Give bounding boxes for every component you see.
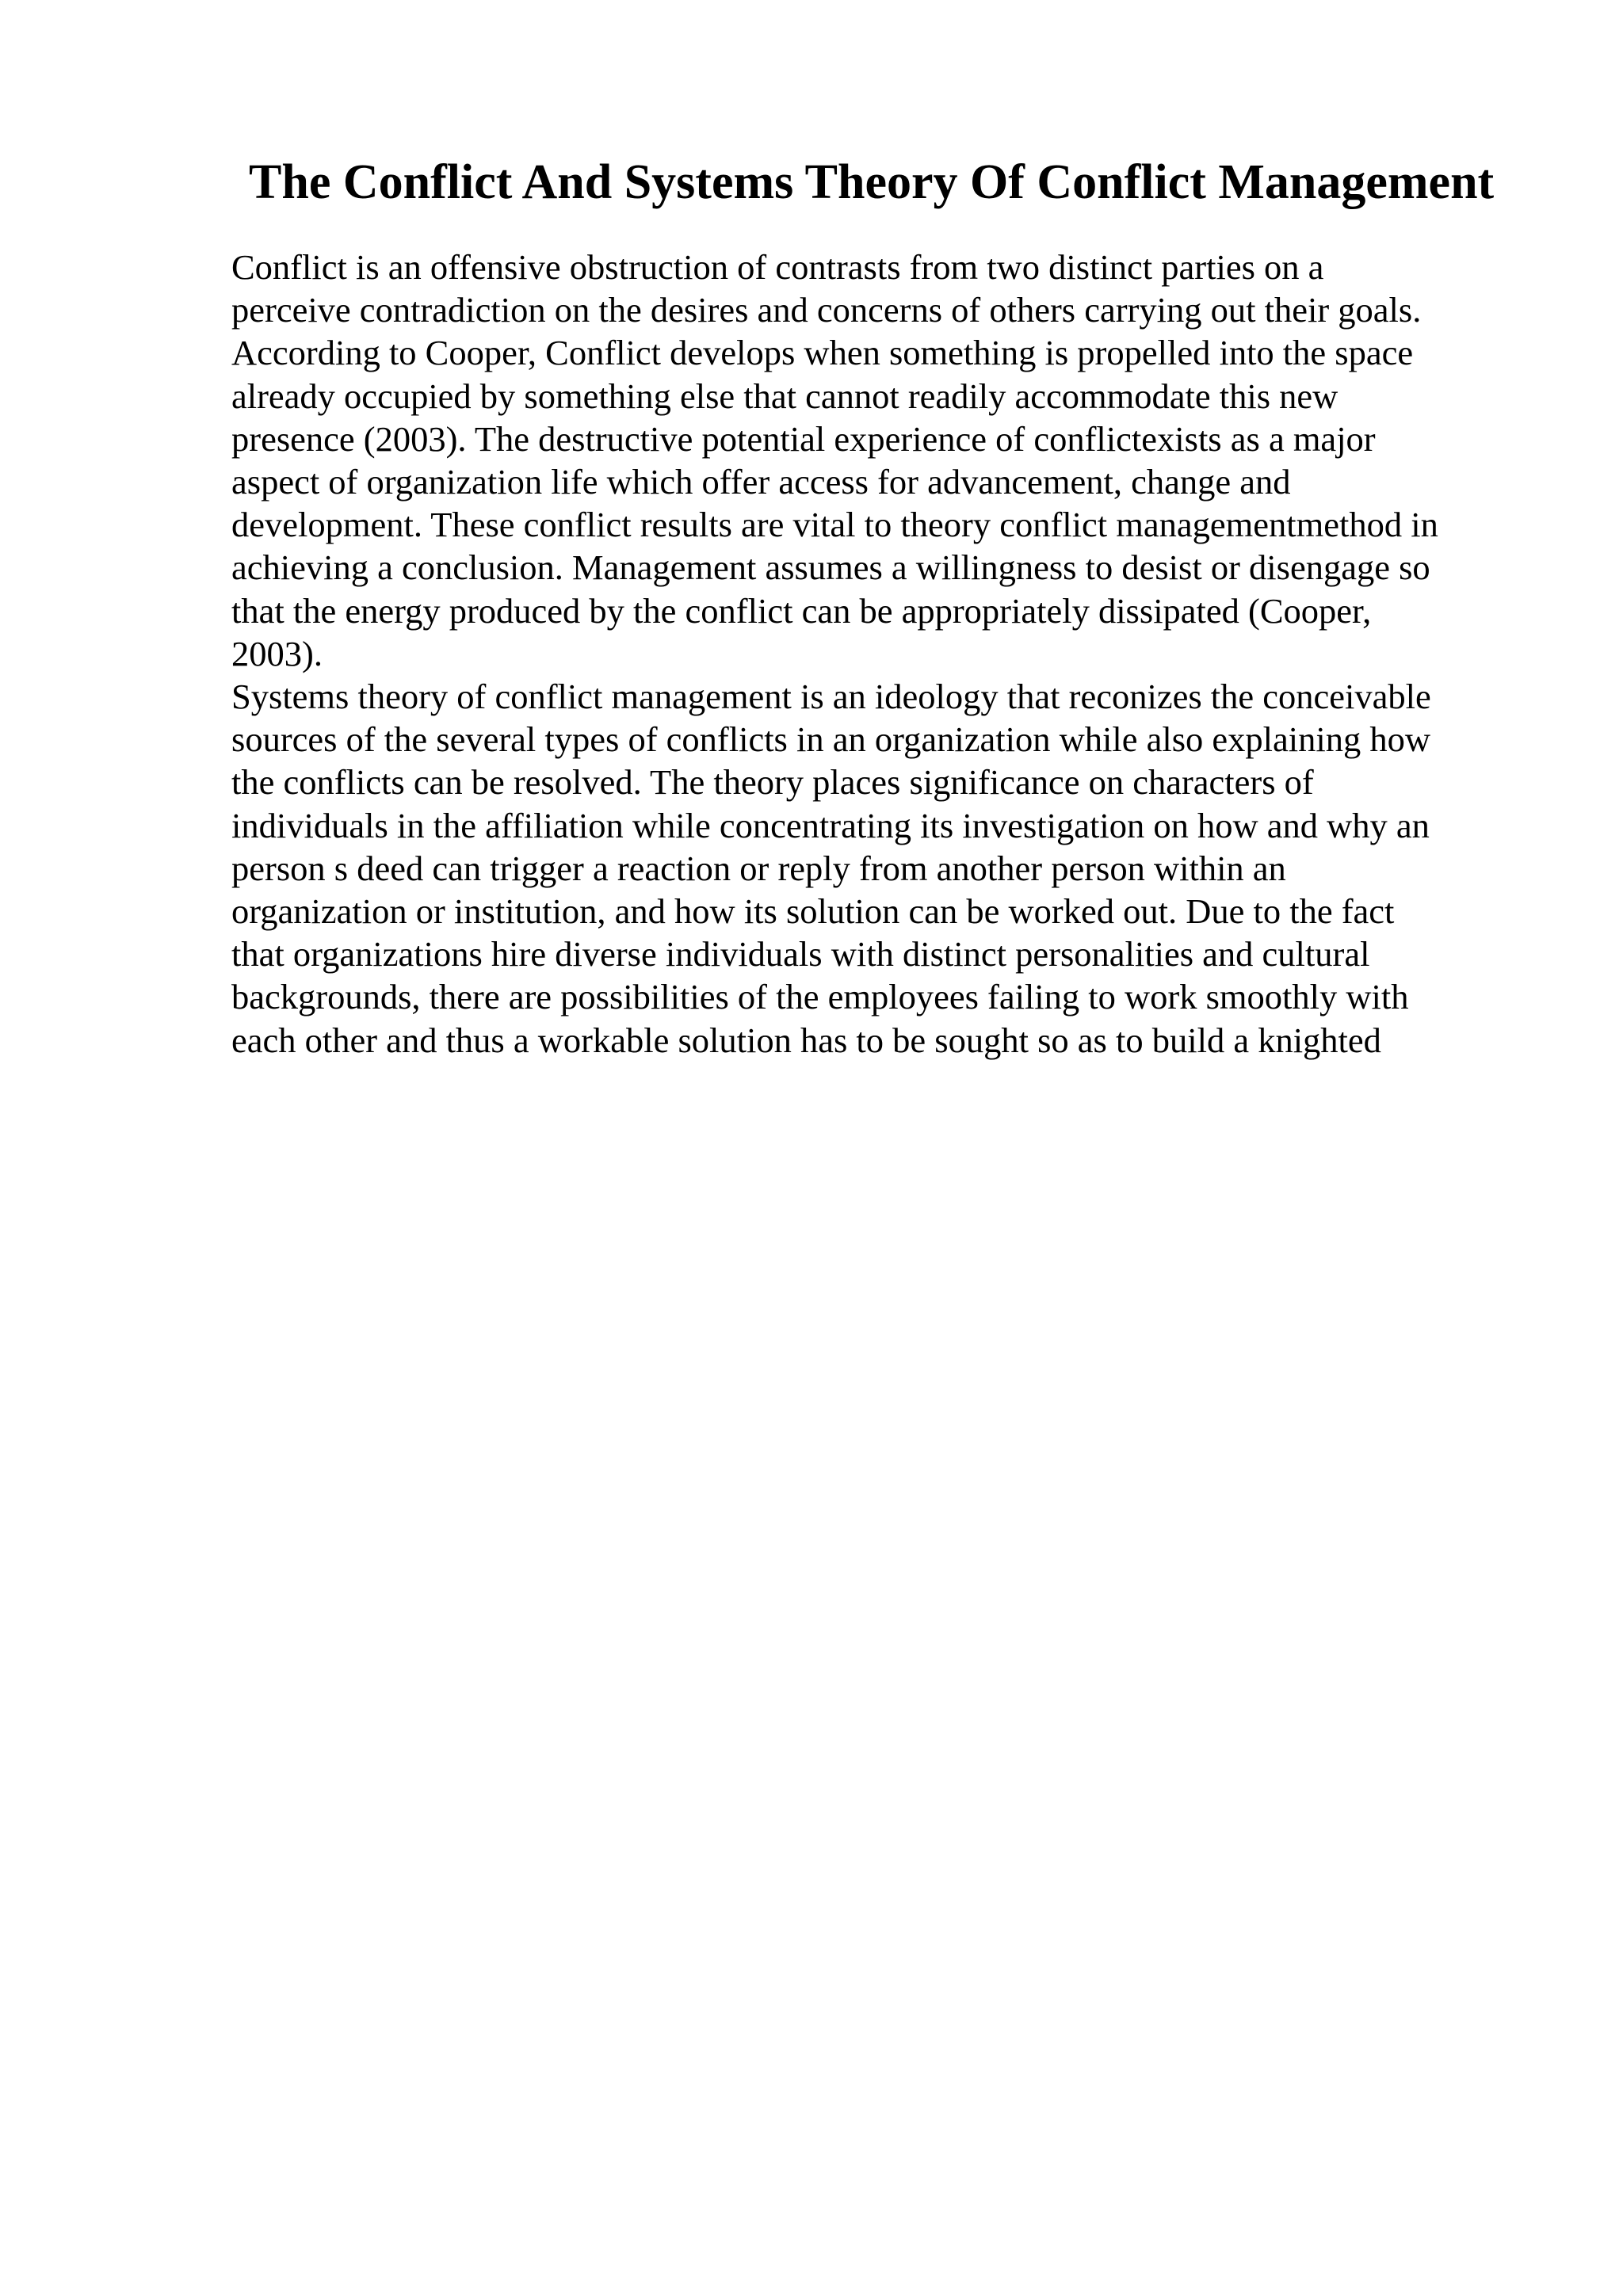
body-line: that the energy produced by the conflict can be appropriately dissipated (Cooper,: [231, 590, 1372, 631]
body-line: each other and thus a workable solution has to be sought so as to build a knighted: [231, 1020, 1381, 1060]
body-line: presence (2003). The destructive potential experience of conflictexists as a major: [231, 418, 1376, 459]
document-body: [231, 246, 1515, 1062]
body-line: the conflicts can be resolved. The theory places significance on characters of: [231, 762, 1314, 803]
body-line: achieving a conclusion. Management assumes a willingness to desist or disengage so: [231, 547, 1430, 588]
body-line: Systems theory of conflict management is an ideology that reconizes the conceivable: [231, 677, 1431, 717]
body-line: sources of the several types of conflicts in an organization while also explaining how: [231, 719, 1430, 760]
document-title: The Conflict And Systems Theory Of Conflict Management: [249, 155, 1495, 209]
body-line: development. These conflict results are vital to theory conflict managementmethod in: [231, 505, 1438, 545]
body-line: perceive contradiction on the desires and concerns of others carrying out their goals.: [231, 290, 1422, 330]
body-line: According to Cooper, Conflict develops when something is propelled into the space: [231, 333, 1414, 373]
body-line: already occupied by something else that cannot readily accommodate this new: [231, 376, 1338, 416]
body-line: backgrounds, there are possibilities of the employees failing to work smoothly with: [231, 977, 1409, 1017]
body-line: person s deed can trigger a reaction or reply from another person within an: [231, 848, 1286, 888]
body-line: that organizations hire diverse individuals with distinct personalities and cultural: [231, 934, 1370, 974]
body-line: Conflict is an offensive obstruction of contrasts from two distinct parties on a: [231, 247, 1324, 287]
body-line: organization or institution, and how its solution can be worked out. Due to the fact: [231, 891, 1395, 932]
body-line: 2003).: [231, 633, 323, 673]
body-line: aspect of organization life which offer access for advancement, change and: [231, 462, 1291, 502]
body-line: individuals in the affiliation while concentrating its investigation on how and why an: [231, 805, 1430, 845]
